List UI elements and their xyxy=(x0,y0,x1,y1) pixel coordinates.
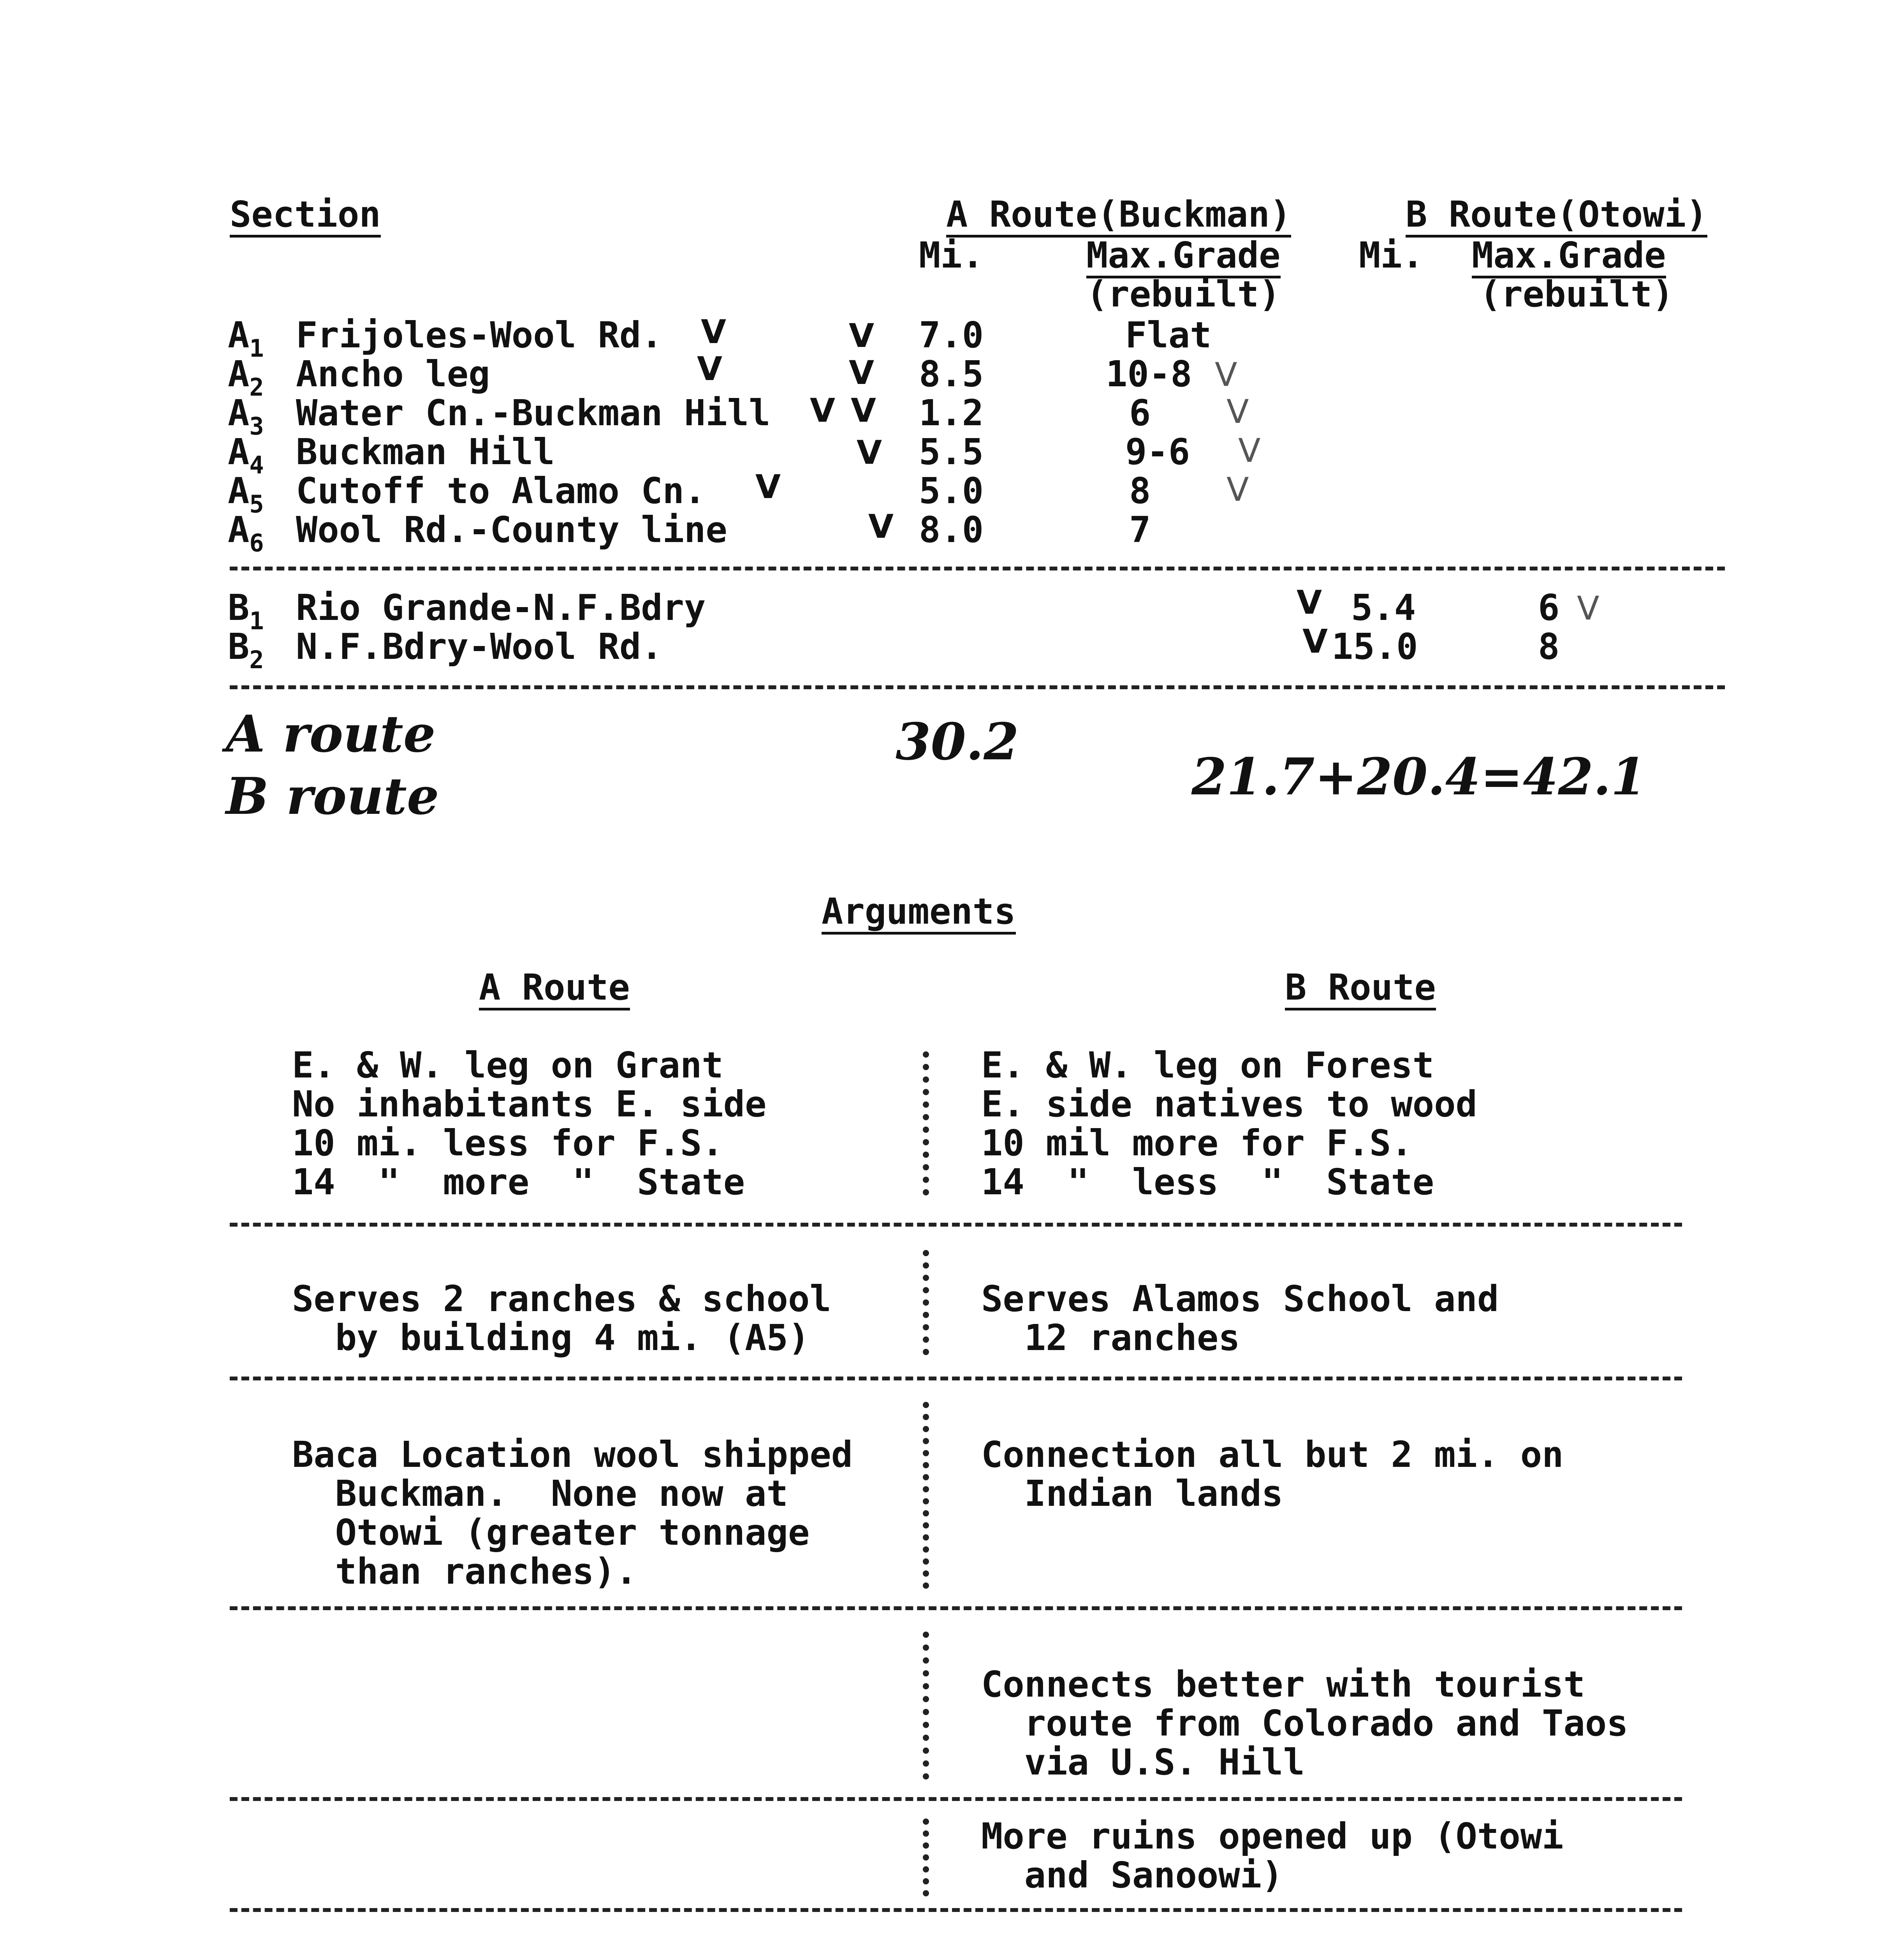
a-section-code: $A_3$ xyxy=(228,392,264,440)
a-argument-line: Serves 2 ranches & school xyxy=(292,1278,831,1320)
check-mark-icon: V xyxy=(849,317,875,355)
a-argument-line: than ranches). xyxy=(292,1551,637,1592)
column-separator xyxy=(923,1250,929,1355)
b-argument-line: More ruins opened up (Otowi xyxy=(981,1815,1564,1857)
check-mark-icon: V xyxy=(849,354,875,392)
b-argument-line: Connects better with tourist xyxy=(981,1664,1585,1705)
check-mark-icon: V xyxy=(1227,393,1249,431)
b-section-code: $B_1$ xyxy=(228,587,264,635)
a-argument-line: 14 " more " State xyxy=(292,1161,745,1203)
a-section-name: Buckman Hill xyxy=(296,431,555,473)
b-argument-line: 14 " less " State xyxy=(981,1161,1434,1203)
a-section-grade: 10-8 xyxy=(1106,353,1192,395)
a-section-mi: 8.5 xyxy=(919,353,984,395)
b-mi-header: Mi. xyxy=(1359,234,1424,276)
b-argument-line: E. side natives to wood xyxy=(981,1083,1477,1125)
a-section-name: Water Cn.-Buckman Hill xyxy=(296,392,771,434)
a-section-mi: 5.5 xyxy=(919,431,984,473)
check-mark-icon: V xyxy=(1238,431,1261,470)
b-section-name: Rio Grande-N.F.Bdry xyxy=(296,587,706,628)
check-mark-icon: V xyxy=(868,507,894,546)
b-grade-header: Max.Grade xyxy=(1472,238,1666,278)
divider xyxy=(230,567,1725,570)
b-section-grade: 6 xyxy=(1538,587,1560,628)
a-section-name: Ancho leg xyxy=(296,353,490,395)
b-argument-line: route from Colorado and Taos xyxy=(981,1702,1628,1744)
a-argument-line: E. & W. leg on Grant xyxy=(292,1044,723,1086)
b-section-name: N.F.Bdry-Wool Rd. xyxy=(296,626,663,667)
a-argument-line: Buckman. None now at xyxy=(292,1473,788,1514)
divider xyxy=(230,1908,1682,1912)
a-section-name: Wool Rd.-County line xyxy=(296,509,727,551)
b-route-arguments-header: B Route xyxy=(1285,970,1436,1010)
b-argument-line: via U.S. Hill xyxy=(981,1741,1305,1783)
a-section-mi: 7.0 xyxy=(919,314,984,356)
b-argument-line: Serves Alamos School and xyxy=(981,1278,1499,1320)
b-argument-line: 12 ranches xyxy=(981,1317,1240,1359)
b-section-mi: 15.0 xyxy=(1332,626,1418,667)
a-grade-header: Max.Grade xyxy=(1086,238,1281,278)
divider xyxy=(230,1377,1682,1380)
b-section-code: $B_2$ xyxy=(228,626,264,674)
column-separator xyxy=(923,1818,929,1896)
column-separator xyxy=(923,1402,929,1589)
check-mark-icon: V xyxy=(1215,356,1237,394)
check-mark-icon: V xyxy=(810,391,836,430)
check-mark-icon: V xyxy=(1227,470,1249,509)
b-section-grade: 8 xyxy=(1538,626,1560,667)
a-route-header: A Route(Buckman) xyxy=(946,197,1291,238)
a-section-grade: 6 xyxy=(1129,392,1151,434)
a-argument-line: Baca Location wool shipped xyxy=(292,1434,853,1475)
a-section-mi: 1.2 xyxy=(919,392,984,434)
a-section-name: Cutoff to Alamo Cn. xyxy=(296,470,706,512)
check-mark-icon: V xyxy=(701,313,727,351)
b-argument-line: 10 mil more for F.S. xyxy=(981,1122,1413,1164)
a-section-grade: 9-6 xyxy=(1125,431,1190,473)
a-argument-line: Otowi (greater tonnage xyxy=(292,1512,810,1553)
a-mi-header: Mi. xyxy=(919,234,984,276)
handwritten-a-total: 30.2 xyxy=(896,712,1019,771)
check-mark-icon: V xyxy=(851,391,876,430)
a-section-mi: 8.0 xyxy=(919,509,984,551)
a-section-name: Frijoles-Wool Rd. xyxy=(296,314,663,356)
handwritten-b-route: B route xyxy=(226,766,439,826)
check-mark-icon: V xyxy=(1297,583,1322,621)
a-section-code: $A_4$ xyxy=(228,431,264,479)
section-header: Section xyxy=(230,197,381,238)
b-section-mi: 5.4 xyxy=(1351,587,1416,628)
check-mark-icon: V xyxy=(697,350,723,388)
b-argument-line: Connection all but 2 mi. on xyxy=(981,1434,1564,1475)
a-section-grade: Flat xyxy=(1125,314,1212,356)
divider xyxy=(230,1223,1682,1227)
a-argument-line: 10 mi. less for F.S. xyxy=(292,1122,723,1164)
check-mark-icon: V xyxy=(755,468,781,506)
divider xyxy=(230,685,1725,689)
a-section-code: $A_1$ xyxy=(228,314,264,363)
a-section-grade: 8 xyxy=(1129,470,1151,512)
a-section-grade: 7 xyxy=(1129,509,1151,551)
b-argument-line: and Sanoowi) xyxy=(981,1854,1283,1896)
check-mark-icon: V xyxy=(1577,589,1600,627)
column-separator xyxy=(923,1632,929,1780)
a-section-code: $A_5$ xyxy=(228,470,264,518)
a-argument-line: No inhabitants E. side xyxy=(292,1083,767,1125)
a-route-arguments-header: A Route xyxy=(479,970,630,1010)
b-route-header: B Route(Otowi) xyxy=(1406,197,1707,238)
a-section-code: $A_6$ xyxy=(228,509,264,557)
b-rebuilt-header: (rebuilt) xyxy=(1480,273,1674,315)
b-argument-line: E. & W. leg on Forest xyxy=(981,1044,1434,1086)
handwritten-a-route: A route xyxy=(226,704,436,764)
a-rebuilt-header: (rebuilt) xyxy=(1086,273,1281,315)
column-separator xyxy=(923,1051,929,1195)
a-section-mi: 5.0 xyxy=(919,470,984,512)
check-mark-icon: V xyxy=(1302,622,1328,660)
a-section-code: $A_2$ xyxy=(228,353,264,401)
b-argument-line: Indian lands xyxy=(981,1473,1283,1514)
arguments-title: Arguments xyxy=(822,894,1016,935)
check-mark-icon: V xyxy=(857,433,882,472)
divider xyxy=(230,1797,1682,1801)
handwritten-b-total: 21.7+20.4=42.1 xyxy=(1191,747,1646,806)
divider xyxy=(230,1606,1682,1610)
a-argument-line: by building 4 mi. (A5) xyxy=(292,1317,810,1359)
